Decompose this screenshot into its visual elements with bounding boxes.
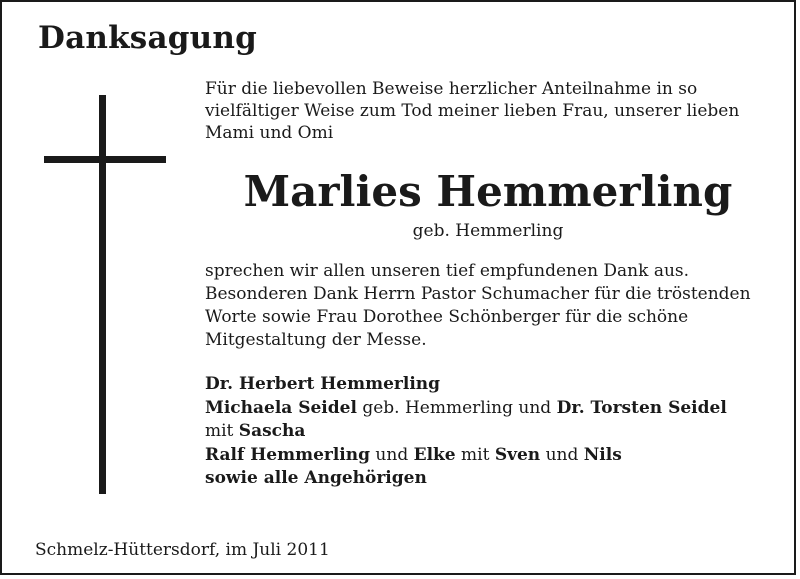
mourner-name: Michaela Seidel: [205, 397, 357, 418]
mourner-name: Sven: [494, 444, 541, 465]
mourner-name: Sascha: [238, 421, 306, 441]
mourner-connector: und: [540, 444, 584, 465]
notice-heading: Danksagung: [38, 20, 257, 56]
mourner-line: [205, 373, 785, 397]
cross-horizontal-bar: [44, 156, 166, 163]
mourner-connector: mit: [455, 444, 495, 465]
mourner-name: Dr. Herbert Hemmerling: [205, 374, 441, 394]
mourner-connector: mit: [205, 421, 239, 441]
mourners-list: [205, 373, 785, 491]
mourner-line: [205, 467, 785, 491]
mourner-connector: geb. Hemmerling und: [356, 397, 557, 418]
mourner-line: [205, 420, 785, 444]
deceased-name: Marlies Hemmerling: [243, 167, 733, 216]
mourner-closing: sowie alle Angehörigen: [205, 468, 427, 488]
mourner-line: [205, 397, 785, 421]
intro-text: Für die liebevollen Beweise herzlicher Anteilnahme in so vielfältiger Weise zum Tod meiner lieben Frau, unserer lieben Mami und Omi: [205, 79, 740, 143]
mourner-name: Nils: [583, 444, 622, 465]
mourner-name: Dr. Torsten Seidel: [556, 397, 727, 418]
mourner-name: Elke: [413, 444, 456, 465]
mourner-name: Ralf Hemmerling: [205, 444, 371, 465]
birth-name: geb. Hemmerling: [412, 221, 564, 241]
mourner-line: [205, 444, 785, 468]
mourner-connector: und: [370, 444, 414, 465]
thanks-text: sprechen wir allen unseren tief empfundenen Dank aus. Besonderen Dank Herrn Pastor Schumacher für die tröstenden Worte sowie Frau Dorothee Schönberger für die schöne Mitgestaltung der Messe.: [205, 261, 751, 350]
cross-vertical-bar: [99, 95, 106, 494]
place-and-date: Schmelz-Hüttersdorf, im Juli 2011: [35, 540, 330, 560]
